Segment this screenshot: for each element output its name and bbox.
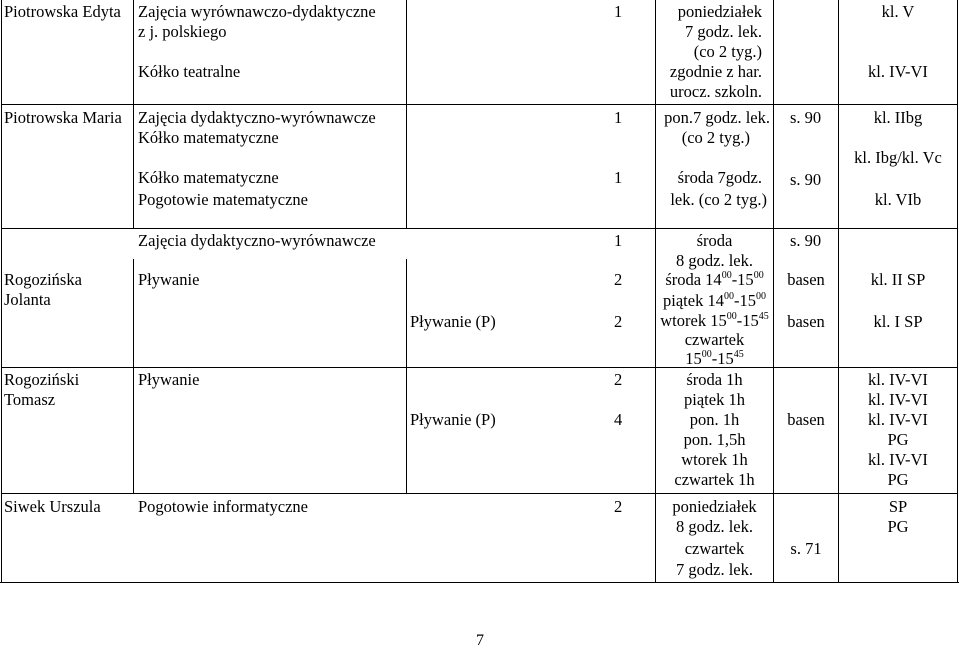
subject-line: Pływanie (P) [410,410,496,429]
subject-line: Pływanie [138,370,200,389]
subject-line: Zajęcia dydaktyczno-wyrównawcze [138,108,376,127]
schedule-line: czwartek [684,330,745,349]
schedule-line: 7 godz. lek. [676,560,753,579]
class-label: kl. IV-VI [868,370,928,389]
hours-count: 1 [614,231,623,250]
subject-line: z j. polskiego [138,22,227,41]
schedule-line: wtorek 1h [681,450,748,469]
room-label: s. 90 [790,170,822,189]
schedule-line: zgodnie z har. [669,62,762,81]
schedule-line: pon. 1h [689,410,740,429]
subject-line: Kółko matematyczne [138,168,279,187]
subject-line: Zajęcia dydaktyczno-wyrównawcze [138,231,376,250]
subject-line: Pogotowie informatyczne [138,497,308,516]
hours-count: 2 [614,312,623,331]
schedule-line: piątek $14^{00}-15^{00}$ [663,291,766,310]
room-label: s. 90 [790,231,822,250]
hours-count: 2 [614,270,623,289]
class-label: kl. IIbg [873,108,923,127]
class-label: kl. I SP [873,312,923,331]
schedule-line: 7 godz. lek. [685,22,762,41]
schedule-line: (co 2 tyg.) [693,42,762,61]
class-label: kl. IV-VI [868,410,928,429]
subject-line: Kółko teatralne [138,62,241,81]
subject-line: Zajęcia wyrównawczo-dydaktyczne [138,2,376,21]
class-label: PG [887,470,909,489]
class-label: kl. II SP [870,270,926,289]
schedule-line: piątek 1h [684,390,745,409]
subject-line: Kółko matematyczne [138,128,279,147]
class-label: kl. V [881,2,915,21]
subject-line: Pływanie (P) [410,312,496,331]
schedule-line: pon. 1,5h [683,430,746,449]
teacher-name: Jolanta [4,290,51,309]
schedule-line: lek. (co 2 tyg.) [670,190,767,209]
schedule-line: pon.7 godz. lek. [664,108,770,127]
teacher-name: Rogozińska [4,270,82,289]
schedule-line: 8 godz. lek. [676,517,753,536]
hours-count: 4 [614,410,623,429]
schedule-line: (co 2 tyg.) [681,128,750,147]
hours-count: 1 [614,2,623,21]
teacher-name: Siwek Urszula [4,497,101,516]
room-label: basen [787,270,825,289]
hours-count: 2 [614,370,623,389]
subject-line: Pogotowie matematyczne [138,190,308,209]
room-label: basen [787,410,825,429]
schedule-line: poniedziałek [677,2,762,21]
schedule-line: poniedziałek [672,497,757,516]
schedule-line: środa 7godz. [677,168,762,187]
schedule-line: czwartek [684,539,745,558]
hours-count: 1 [614,168,623,187]
schedule-line: środa 1h [686,370,743,389]
class-label: PG [887,430,909,449]
room-label: basen [787,312,825,331]
hours-count: 2 [614,497,623,516]
schedule-line: środa $14^{00}-15^{00}$ [665,270,764,289]
room-label: s. 90 [790,108,822,127]
page-number: 7 [476,632,484,649]
schedule-line: 8 godz. lek. [676,251,753,270]
class-label: PG [887,517,909,536]
teacher-name: Piotrowska Maria [4,108,122,127]
class-label: kl. VIb [874,190,922,209]
schedule-line: czwartek 1h [674,470,755,489]
class-label: kl. IV-VI [868,450,928,469]
schedule-line: środa [696,231,733,250]
subject-line: Pływanie [138,270,200,289]
teacher-name: Piotrowska Edyta [4,2,121,21]
class-label: SP [888,497,908,516]
class-label: kl. IV-VI [868,62,928,81]
schedule-line: wtorek $15^{00}-15^{45}$ [660,311,769,330]
room-label: s. 71 [790,539,822,558]
teacher-name: Rogoziński [4,370,80,389]
schedule-line: urocz. szkoln. [669,82,762,101]
class-label: kl. Ibg/kl. Vc [854,148,942,167]
teacher-name: Tomasz [4,390,56,409]
hours-count: 1 [614,108,623,127]
schedule-line: $15^{00}-15^{45}$ [685,349,744,368]
class-label: kl. IV-VI [868,390,928,409]
